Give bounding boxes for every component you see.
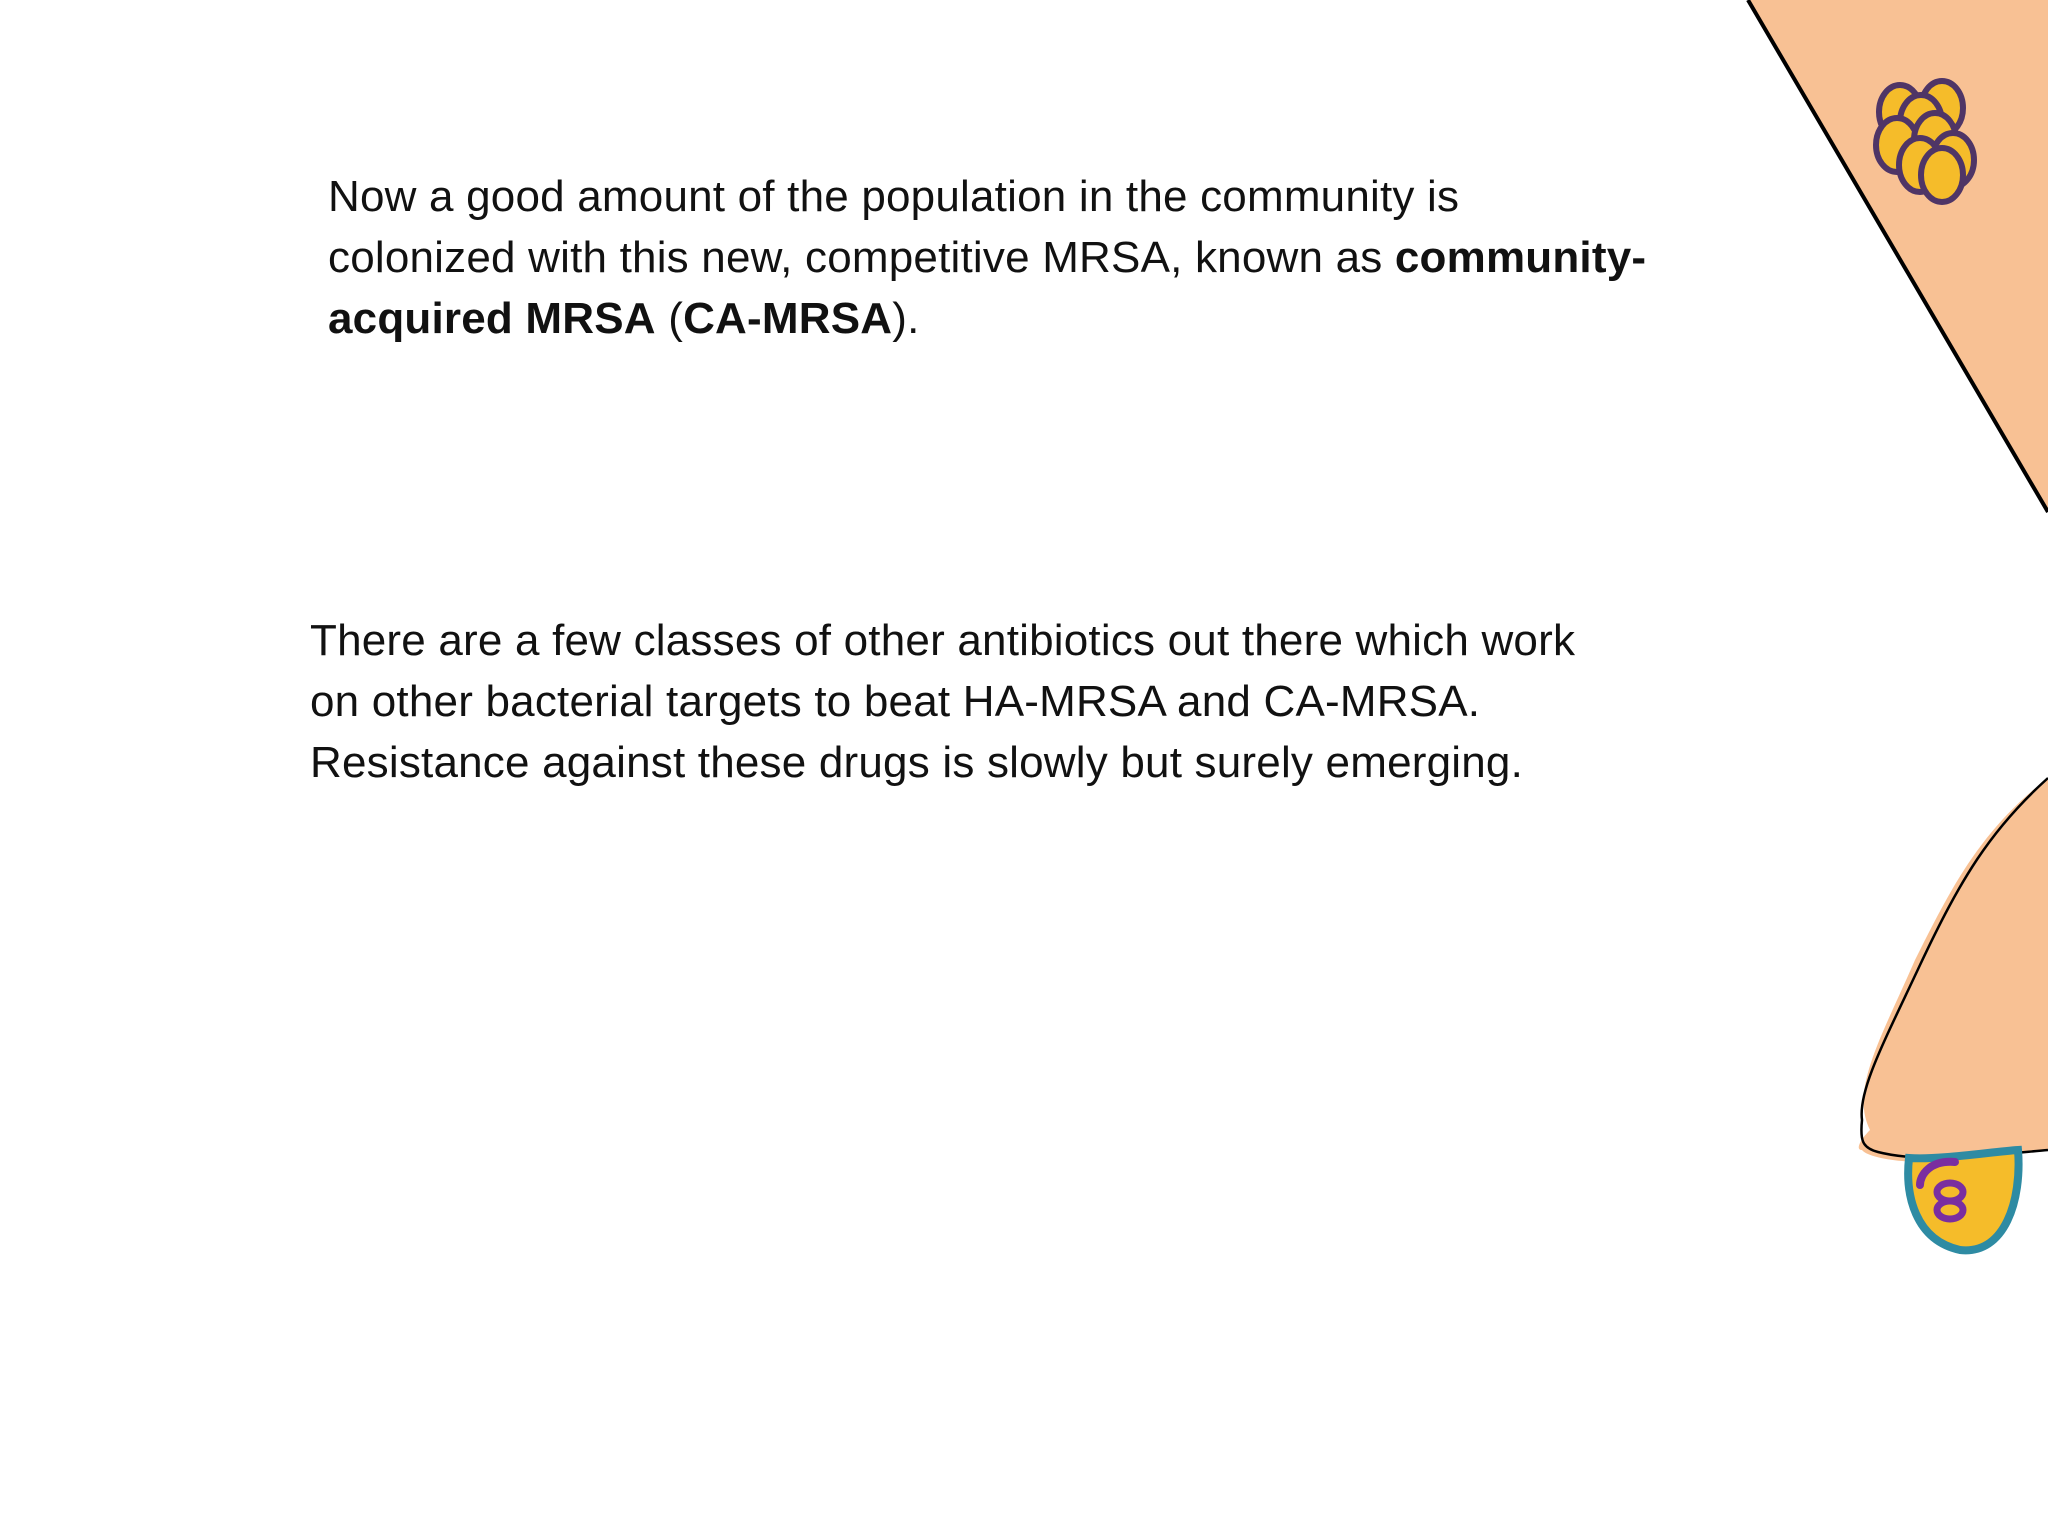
paragraph2-line2: on other bacterial targets to beat HA-MRSA and CA-MRSA. — [310, 677, 1481, 726]
paragraph1-line3 — [328, 288, 1748, 349]
paragraph1-term-bold: community- — [1394, 233, 1647, 282]
paragraph1-line2 — [328, 227, 1748, 288]
paragraph1-line2-text: colonized with this new, competitive MRSA, known as — [328, 233, 1395, 282]
paragraph1-abbrev-bold: CA-MRSA — [683, 294, 893, 343]
antibiotics-paragraph — [310, 610, 1770, 793]
paragraph2-line1: There are a few classes of other antibiotics out there which work — [310, 616, 1576, 665]
community-mrsa-paragraph — [328, 166, 1748, 349]
skin-lobe-bottom — [1859, 778, 2048, 1162]
paragraph1-open-paren: ( — [655, 294, 684, 343]
paragraph1-term-bold-cont: acquired MRSA — [328, 294, 656, 343]
paragraph2-line3: Resistance against these drugs is slowly but surely emerging. — [310, 738, 1524, 787]
paragraph1-close-paren: ). — [892, 294, 920, 343]
paragraph1-line1: Now a good amount of the population in the community is — [328, 172, 1460, 221]
resistant-cell-icon — [1908, 1150, 2018, 1250]
